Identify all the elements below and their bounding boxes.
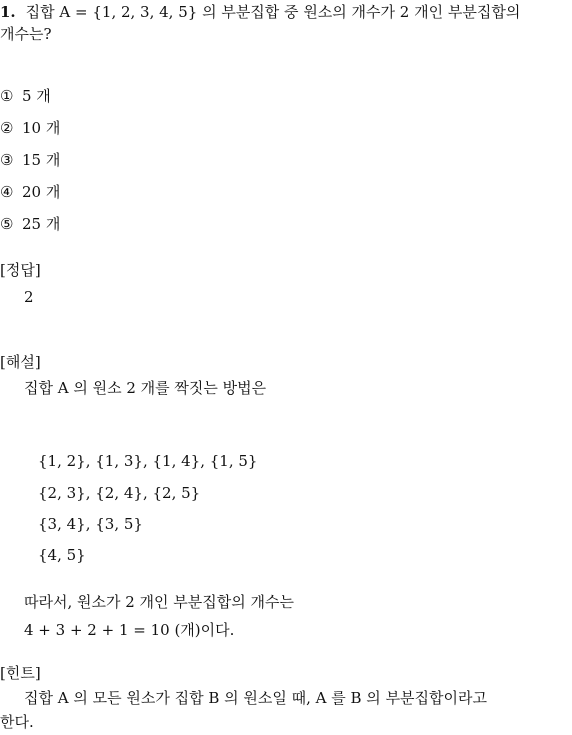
hint-line-1: 집합 A 의 모든 원소가 집합 B 의 원소일 때, A 를 B 의 부분집합이라고 [24, 689, 487, 707]
explanation-conclusion-2: 4 + 3 + 2 + 1 = 10 (개)이다. [24, 621, 235, 639]
choice-mark: ① [0, 87, 14, 105]
choice-text: 15 개 [22, 151, 61, 169]
choice-2 [0, 118, 60, 138]
explanation-heading: [해설] [0, 353, 41, 371]
choice-4 [0, 182, 60, 202]
question-line-1 [0, 2, 520, 22]
hint-line-2: 한다. [0, 713, 34, 731]
question-line-2: 개수는? [0, 25, 52, 43]
pair-row-4: {4, 5} [38, 546, 86, 564]
choice-text: 25 개 [22, 215, 61, 233]
choice-1 [0, 86, 51, 106]
pair-row-2: {2, 3}, {2, 4}, {2, 5} [38, 484, 201, 502]
choice-text: 10 개 [22, 119, 61, 137]
choice-text: 20 개 [22, 183, 61, 201]
hint-heading: [힌트] [0, 664, 41, 682]
explanation-intro: 집합 A 의 원소 2 개를 짝짓는 방법은 [24, 379, 267, 397]
choice-5 [0, 214, 60, 234]
pair-row-3: {3, 4}, {3, 5} [38, 515, 143, 533]
choice-3 [0, 150, 60, 170]
question-text: 집합 A = {1, 2, 3, 4, 5} 의 부분집합 중 원소의 개수가 2 개인 부분집합의 [25, 3, 521, 21]
choice-mark: ③ [0, 151, 14, 169]
choice-text: 5 개 [22, 87, 51, 105]
choice-mark: ⑤ [0, 215, 14, 233]
explanation-conclusion-1: 따라서, 원소가 2 개인 부분집합의 개수는 [24, 593, 294, 611]
choice-mark: ④ [0, 183, 14, 201]
answer-value: 2 [24, 288, 34, 306]
question-number: 1. [0, 3, 16, 21]
pair-row-1: {1, 2}, {1, 3}, {1, 4}, {1, 5} [38, 452, 258, 470]
choice-mark: ② [0, 119, 14, 137]
answer-heading: [정답] [0, 261, 41, 279]
